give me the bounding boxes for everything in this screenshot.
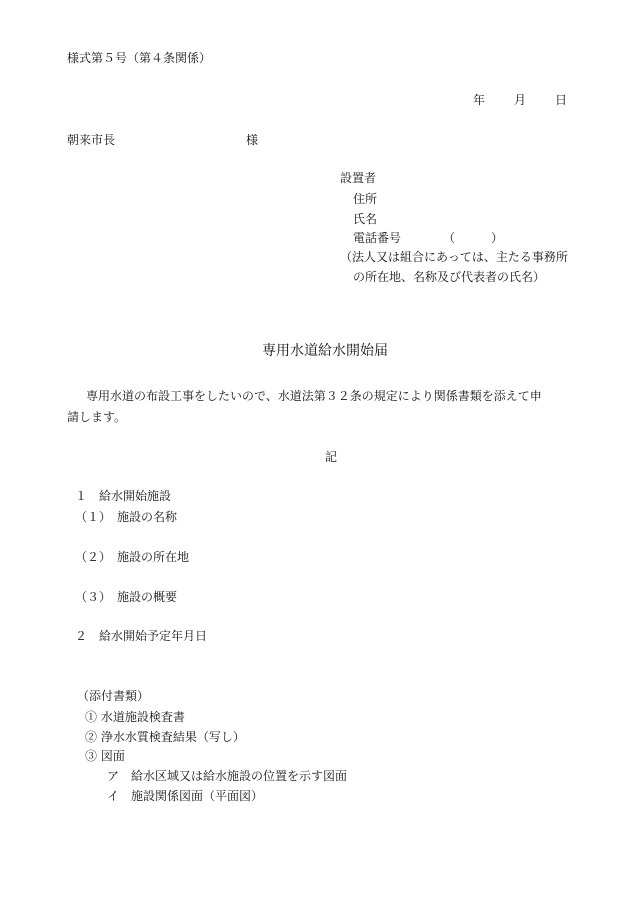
- item-2: ２ 給水開始予定年月日: [75, 629, 208, 643]
- addressee-honorific: 様: [246, 133, 259, 147]
- applicant-note-line2: の所在地、名称及び代表者の氏名）: [353, 270, 546, 284]
- date-day: 日: [555, 93, 568, 107]
- applicant-heading: 設置者: [340, 171, 377, 185]
- attachment-3-a: ア 給水区域又は給水施設の位置を示す図面: [107, 769, 348, 783]
- attachment-2: ② 浄水水質検査結果（写し）: [85, 730, 245, 744]
- item-1: １ 給水開始施設: [75, 489, 172, 503]
- body-line2: 請します。: [67, 410, 127, 424]
- date-year: 年: [473, 93, 486, 107]
- address-label: 住所: [353, 192, 378, 206]
- document-title: 専用水道給水開始届: [262, 343, 388, 359]
- attachment-3: ③ 図面: [85, 749, 125, 763]
- form-number: 様式第５号（第４条関係）: [67, 51, 212, 65]
- name-label: 氏名: [353, 212, 378, 226]
- phone-label: 電話番号: [353, 231, 402, 245]
- applicant-note-line1: （法人又は組合にあっては、主たる事務所: [340, 250, 568, 264]
- date-month: 月: [514, 93, 527, 107]
- phone-parentheses: （ ）: [443, 231, 504, 245]
- item-1-sub-3: （３） 施設の概要: [75, 590, 178, 604]
- ki-marker: 記: [325, 450, 338, 464]
- item-1-sub-1: （１） 施設の名称: [75, 510, 178, 524]
- attachments-heading: （添付書類）: [77, 689, 150, 703]
- item-1-sub-2: （２） 施設の所在地: [75, 550, 190, 564]
- attachment-3-b: イ 施設関係図面（平面図）: [107, 789, 264, 803]
- attachment-1: ① 水道施設検査書: [85, 710, 185, 724]
- addressee-name: 朝来市長: [67, 133, 116, 147]
- body-line1: 専用水道の布設工事をしたいので、水道法第３２条の規定により関係書類を添えて申: [86, 389, 542, 403]
